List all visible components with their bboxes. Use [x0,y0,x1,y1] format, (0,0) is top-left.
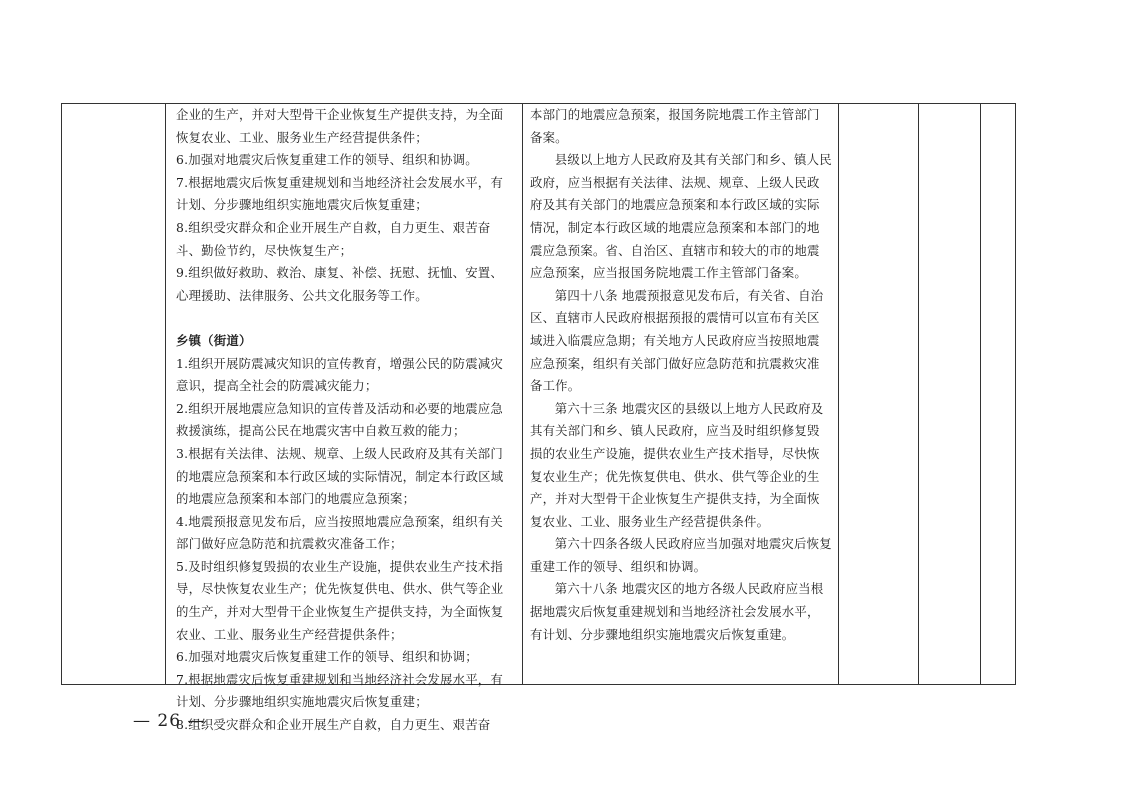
column-divider [165,104,166,684]
list-item: 6.加强对地震灾后恢复重建工作的领导、组织和协调。 [176,152,478,168]
legal-paragraph: 第六十八条 地震灾区的地方各级人民政府应当根据地震灾后恢复重建规划和当地经济社会发展水平，有计划、分步骤地组织实施地震灾后恢复重建。 [530,581,824,642]
legal-paragraph: 本部门的地震应急预案，报国务院地震工作主管部门备案。 [530,107,820,145]
legal-paragraph: 第四十八条 地震预报意见发布后，有关省、自治区、直辖市人民政府根据预报的震情可以宣布有关区域进入临震应急期；有关地方人民政府应当按照地震应急预案，组织有关部门做好应急防范和抗震救灾准备工作。 [530,287,824,394]
column-divider [838,104,839,684]
column-divider [918,104,919,684]
responsibilities-cell [171,104,519,733]
list-item: 5.及时组织修复毁损的农业生产设施，提供农业生产技术指导，尽快恢复农业生产；优先恢复供电、供水、供气等企业的生产，并对大型骨干企业恢复生产提供支持，为全面恢复农业、工业、服务业生产经营提供条件； [176,558,504,642]
list-item: 9.组织做好救助、救治、康复、补偿、抚慰、抚恤、安置、心理援助、法律服务、公共文化服务等工作。 [176,265,503,303]
legal-paragraph: 第六十三条 地震灾区的县级以上地方人民政府及其有关部门和乡、镇人民政府，应当及时组织修复毁损的农业生产设施，提供农业生产技术指导，尽快恢复农业生产；优先恢复供电、供水、供气等企业的生产，并对大型骨干企业恢复生产提供支持，为全面恢复农业、工业、服务业生产经营提供条件。 [530,400,824,529]
list-item: 企业的生产，并对大型骨干企业恢复生产提供支持，为全面恢复农业、工业、服务业生产经营提供条件； [176,107,504,145]
legal-paragraph: 第六十四条各级人民政府应当加强对地震灾后恢复重建工作的领导、组织和协调。 [530,536,832,574]
list-item: 1.组织开展防震减灾知识的宣传教育，增强公民的防震减灾意识，提高全社会的防震减灾能力； [176,355,503,394]
list-item: 3.根据有关法律、法规、规章、上级人民政府及其有关部门的地震应急预案和本行政区域的实际情况，制定本行政区域的地震应急预案和本部门的地震应急预案； [176,445,504,507]
section-heading: 乡镇（街道） [176,332,252,348]
list-item: 7.根据地震灾后恢复重建规划和当地经济社会发展水平，有计划、分步骤地组织实施地震灾后恢复重建； [176,174,503,213]
column-divider [522,104,523,684]
list-item: 8.组织受灾群众和企业开展生产自救，自力更生、艰苦奋 [176,717,491,733]
column-divider [980,104,981,684]
list-item: 6.加强对地震灾后恢复重建工作的领导、组织和协调； [176,649,478,665]
legal-paragraph: 县级以上地方人民政府及其有关部门和乡、镇人民政府，应当根据有关法律、法规、规章、上级人民政府及其有关部门的地震应急预案和本行政区域的实际情况，制定本行政区域的地震应急预案和本部门的地震应急预案。省、自治区、直辖市和较大的市的地震应急预案，应当报国务院地震工作主管部门备案。 [530,152,832,281]
list-item: 8.组织受灾群众和企业开展生产自救，自力更生、艰苦奋斗、勤俭节约，尽快恢复生产； [176,219,491,258]
list-item: 2.组织开展地震应急知识的宣传普及活动和必要的地震应急救援演练，提高公民在地震灾害中自救互救的能力； [176,400,503,439]
page-number: — 26 — [133,711,206,731]
legal-basis-cell [525,104,836,684]
list-item: 7.根据地震灾后恢复重建规划和当地经济社会发展水平，有计划、分步骤地组织实施地震灾后恢复重建； [176,671,503,710]
list-item: 4.地震预报意见发布后，应当按照地震应急预案，组织有关部门做好应急防范和抗震救灾准备工作； [176,513,503,552]
